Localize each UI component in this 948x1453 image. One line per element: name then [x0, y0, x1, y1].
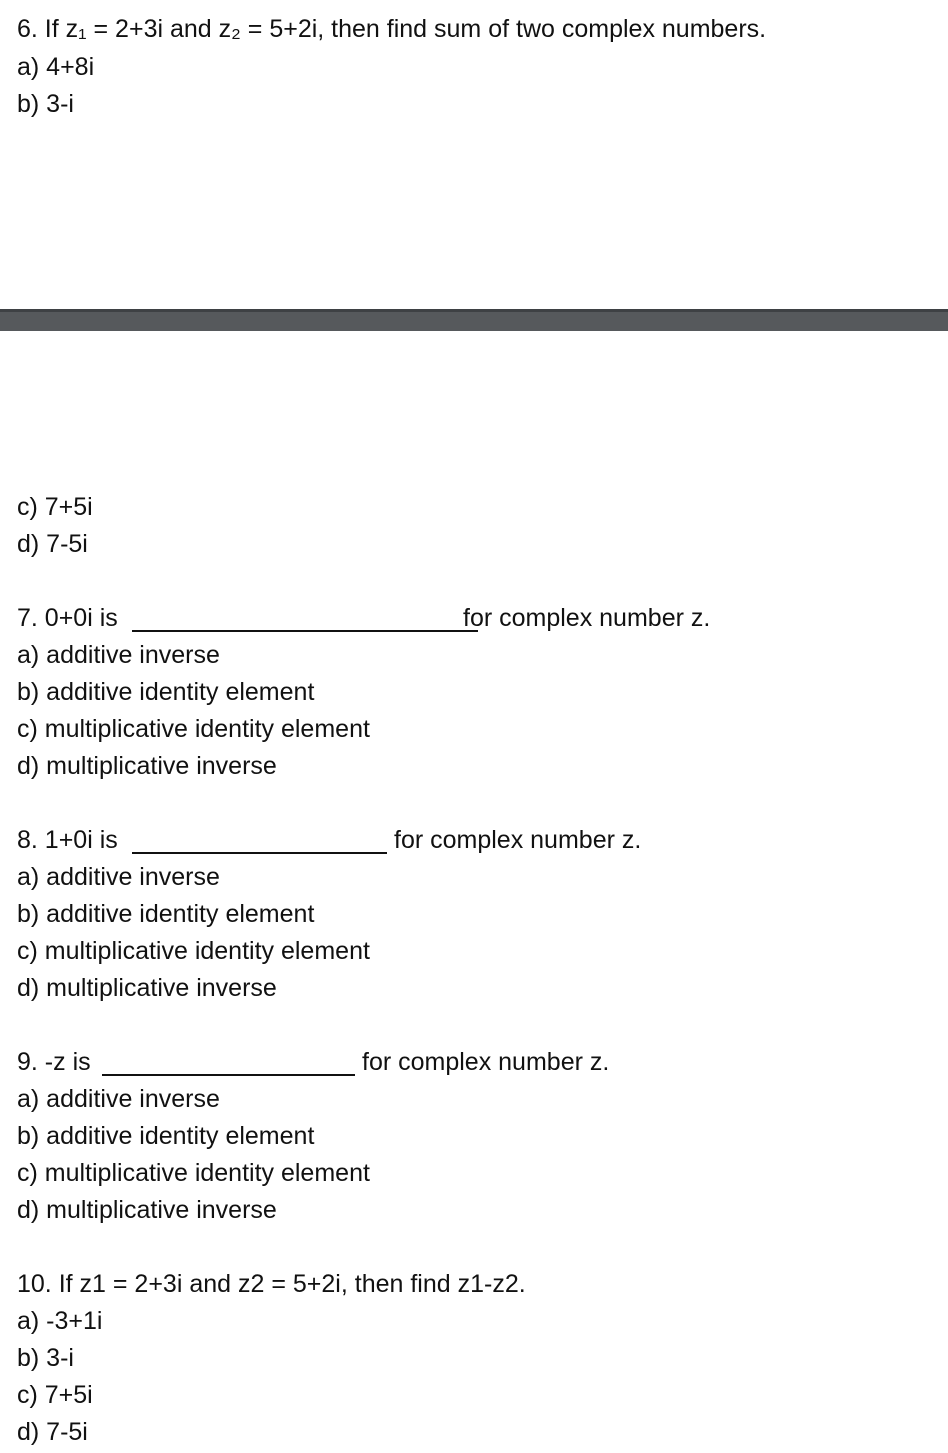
q6-option-d: d) 7-5i [17, 530, 88, 558]
q6-option-b: b) 3-i [17, 90, 74, 118]
q7-option-a: a) additive inverse [17, 641, 220, 669]
q7-stem-suffix: for complex number z. [463, 604, 711, 632]
q10-option-d: d) 7-5i [17, 1418, 88, 1446]
q10-option-c: c) 7+5i [17, 1381, 93, 1409]
q7-option-b: b) additive identity element [17, 678, 315, 706]
q9-option-a: a) additive inverse [17, 1085, 220, 1113]
q6-stem: 6. If z₁ = 2+3i and z₂ = 5+2i, then find sum of two complex numbers. [17, 15, 767, 43]
q9-answer-blank [102, 1047, 355, 1076]
q8-option-b: b) additive identity element [17, 900, 315, 928]
q8-stem [17, 825, 917, 855]
page-divider-edge [0, 309, 948, 312]
q10-stem: 10. If z1 = 2+3i and z2 = 5+2i, then find z1-z2. [17, 1270, 526, 1298]
q8-stem-prefix: 8. 1+0i is [17, 826, 118, 854]
q10-option-a: a) -3+1i [17, 1307, 103, 1335]
q10-option-b: b) 3-i [17, 1344, 74, 1372]
q8-option-a: a) additive inverse [17, 863, 220, 891]
q7-stem [17, 603, 917, 633]
q9-option-d: d) multiplicative inverse [17, 1196, 277, 1224]
q7-option-d: d) multiplicative inverse [17, 752, 277, 780]
q9-stem-suffix: for complex number z. [362, 1048, 610, 1076]
q9-option-b: b) additive identity element [17, 1122, 315, 1150]
q6-option-a: a) 4+8i [17, 53, 95, 81]
page-divider [0, 309, 948, 331]
q9-stem [17, 1047, 917, 1077]
q8-answer-blank [132, 825, 387, 854]
q8-stem-suffix: for complex number z. [394, 826, 642, 854]
q9-option-c: c) multiplicative identity element [17, 1159, 370, 1187]
q7-answer-blank [132, 603, 478, 632]
q8-option-c: c) multiplicative identity element [17, 937, 370, 965]
q7-stem-prefix: 7. 0+0i is [17, 604, 118, 632]
q9-stem-prefix: 9. -z is [17, 1048, 91, 1076]
q7-option-c: c) multiplicative identity element [17, 715, 370, 743]
q8-option-d: d) multiplicative inverse [17, 974, 277, 1002]
q6-option-c: c) 7+5i [17, 493, 93, 521]
